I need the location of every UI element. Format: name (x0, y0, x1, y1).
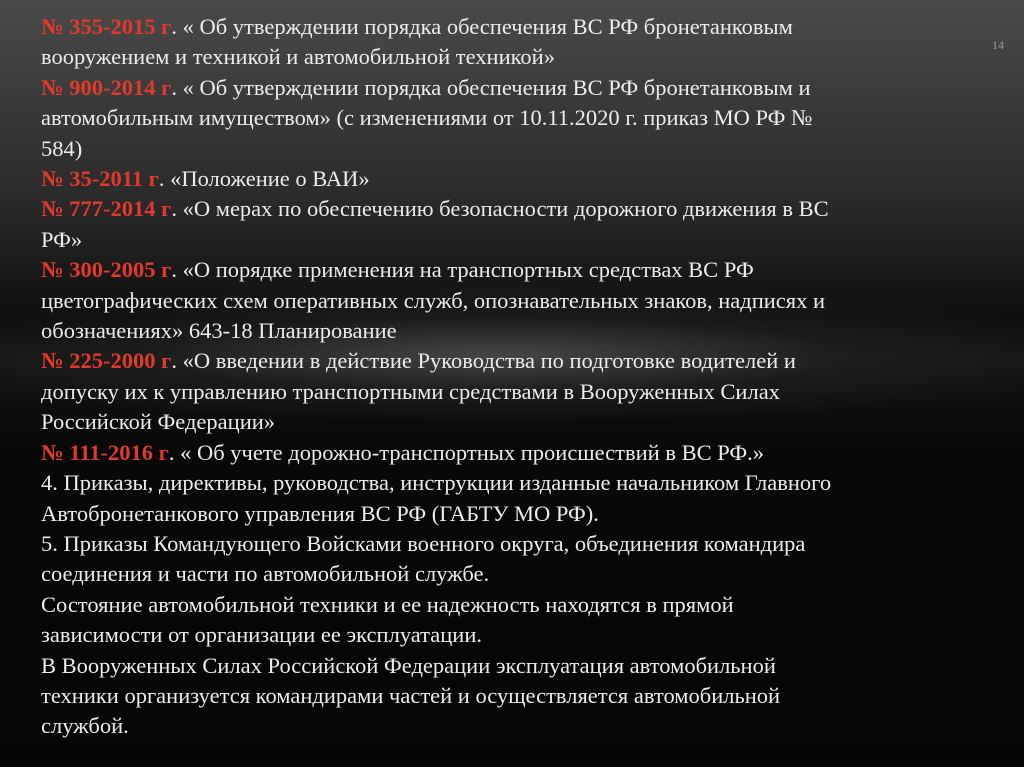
text-line (41, 316, 991, 346)
line-text: В Вооруженных Силах Российской Федерации эксплуатация автомобильной (41, 652, 776, 678)
text-line (41, 134, 991, 164)
text-line (41, 499, 991, 529)
text-line (41, 468, 991, 498)
text-line (41, 225, 991, 255)
text-line (41, 12, 991, 42)
text-line (41, 377, 991, 407)
slide-body-text (41, 12, 991, 742)
order-number: № 111-2016 г (41, 439, 169, 465)
line-text: . « Об утверждении порядка обеспечения ВС РФ бронетанковым (171, 14, 793, 39)
text-line (41, 255, 991, 285)
text-line (41, 590, 991, 620)
text-line (41, 103, 991, 133)
line-text: 5. Приказы Командующего Войсками военного округа, объединения командира (41, 530, 806, 556)
order-number: № 777-2014 г (41, 196, 172, 222)
order-number: № 225-2000 г (41, 348, 172, 374)
text-line (41, 681, 991, 711)
text-line (41, 651, 991, 681)
line-text: . « Об учете дорожно-транспортных происшествий в ВС РФ.» (168, 439, 764, 465)
line-text: соединения и части по автомобильной службе. (41, 561, 490, 587)
text-line (41, 711, 991, 741)
line-text: 584) (41, 135, 83, 161)
line-text: . «О порядке применения на транспортных средствах ВС РФ (171, 257, 754, 283)
line-text: 4. Приказы, директивы, руководства, инструкции изданные начальником Главного (41, 470, 832, 496)
line-text: зависимости от организации ее эксплуатации. (41, 622, 483, 648)
text-line (41, 529, 991, 559)
order-number: № 35-2011 г (41, 166, 159, 192)
text-line (41, 164, 991, 194)
text-line (41, 559, 991, 589)
line-text: автомобильным имуществом» (с изменениями от 10.11.2020 г. приказ МО РФ № (41, 105, 813, 131)
line-text: . «Положение о ВАИ» (158, 166, 370, 192)
line-text: Российской Федерации» (41, 409, 276, 435)
line-text: техники организуется командирами частей и осуществляется автомобильной (41, 682, 781, 708)
line-text: Состояние автомобильной техники и ее надежность находятся в прямой (41, 591, 734, 617)
order-number: № 355-2015 г (41, 14, 172, 39)
text-line (41, 286, 991, 316)
order-number: № 900-2014 г (41, 74, 172, 100)
line-text: РФ» (41, 226, 83, 252)
line-text: Автобронетанкового управления ВС РФ (ГАБТУ МО РФ). (41, 500, 599, 526)
line-text: . «О мерах по обеспечению безопасности дорожного движения в ВС (171, 196, 829, 222)
line-text: вооружением и техникой и автомобильной техникой» (41, 44, 555, 70)
text-line (41, 407, 991, 437)
page-number: 14 (992, 38, 1004, 52)
line-text: . «О введении в действие Руководства по подготовке водителей и (171, 348, 796, 374)
text-line (41, 438, 991, 468)
text-line (41, 346, 991, 376)
text-line (41, 73, 991, 103)
line-text: обозначениях» 643-18 Планирование (41, 318, 397, 344)
text-line (41, 194, 991, 224)
line-text: службой. (41, 713, 129, 739)
order-number: № 300-2005 г (41, 257, 172, 283)
line-text: . « Об утверждении порядка обеспечения ВС РФ бронетанковым и (171, 74, 811, 100)
text-line (41, 42, 991, 72)
line-text: цветографических схем оперативных служб, опознавательных знаков, надписях и (41, 287, 826, 313)
text-line (41, 620, 991, 650)
line-text: допуску их к управлению транспортными средствами в Вооруженных Силах (41, 378, 780, 404)
